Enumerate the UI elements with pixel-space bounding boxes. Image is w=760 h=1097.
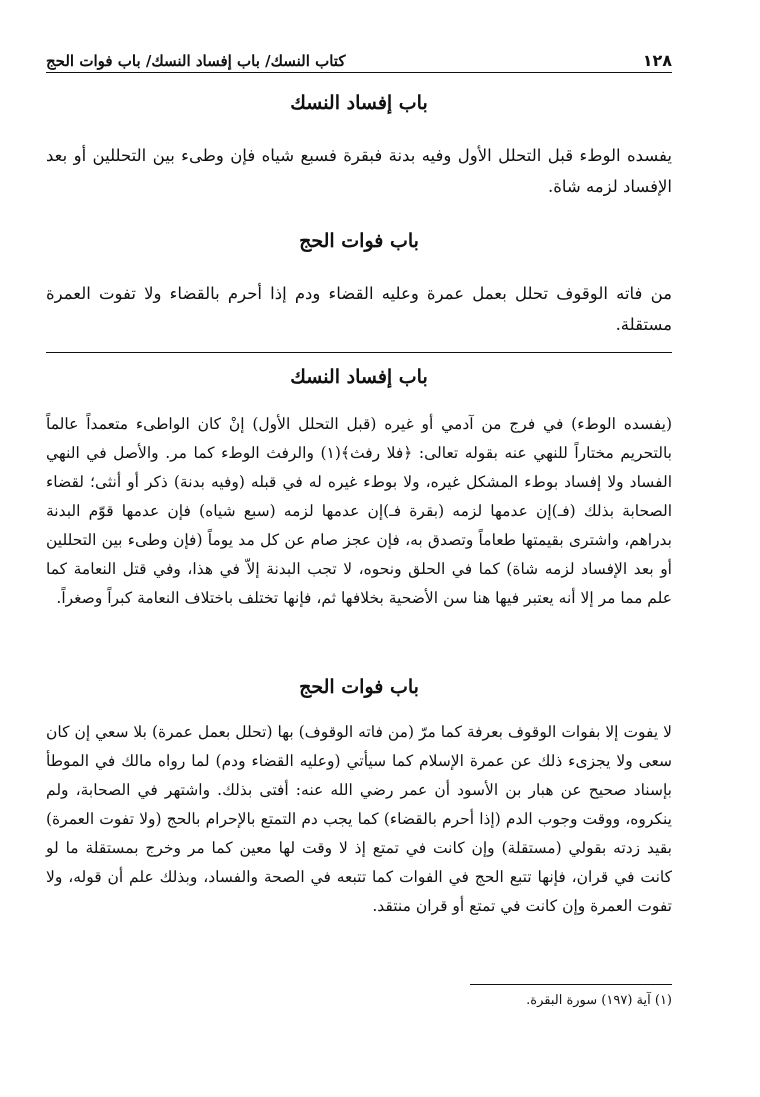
- page-header: [46, 38, 672, 70]
- footnote-rule: [470, 984, 672, 985]
- sharh-heading-fawat: باب فوات الحج: [299, 676, 419, 698]
- matn-text-ifsad: يفسده الوطء قبل التحلل الأول وفيه بدنة فبقرة فسبع شياه فإن وطىء بين التحللين أو بعد الإفساد لزمه شاة.: [46, 146, 672, 196]
- sharh-text-ifsad: (يفسده الوطء) في فرج من آدمي أو غيره (قبل التحلل الأول) إنْ كان الواطىء متعمداً عالماً بالتحريم مختاراً للنهي عنه بقوله تعالى: ﴿فلا رفث﴾(١) والرفث الوطء كما مر. والأصل في النهي الفساد ولا إفساد بوطء المشكل غيره، ولا بوطء غيره له في قبله (وفيه بدنة) ذكر أو أنثى؛ لقضاء الصحابة بذلك (فـ)إن عدمها لزمه (بقرة فـ)إن عدمها لزمه (سبع شياه) فإن عدمها قوّم البدنة بدراهم، واشترى بقيمتها طعاماً وتصدق به، فإن عجز صام عن كل مد يوماً (فإن وطىء بين التحللين أو بعد الإفساد لزمه شاة) كما في الحلق ونحوه، لا تجب البدنة إلاّ في هذا، وفي قتل النعامة كما علم مما مر إلا أنه يعتبر فيها هنا سن الأضحية بخلافها ثم، فإنها تختلف باختلاف النعامة كبراً وصغراً.: [46, 415, 672, 607]
- footnote: (١) آية (١٩٧) سورة البقرة.: [526, 993, 672, 1008]
- running-title: كتاب النسك/ باب إفساد النسك/ باب فوات الحج: [46, 52, 346, 70]
- matn-heading-ifsad: باب إفساد النسك: [290, 92, 428, 114]
- header-rule: [46, 72, 672, 73]
- sharh-text-fawat: لا يفوت إلا بفوات الوقوف بعرفة كما مرّ (من فاته الوقوف) بها (تحلل بعمل عمرة) بلا سعي إن كان سعى ولا يجزىء ذلك عن عمرة الإسلام كما سيأتي (وعليه القضاء ودم) لما رواه مالك في الموطأ بإسناد صحيح عن هبار بن الأسود أن عمر رضي الله عنه: أفتى بذلك. واشتهر في الصحابة، ولم ينكروه، ووقت وجوب الدم (إذا أحرم بالقضاء) كما يجب دم التمتع بالإحرام بالحج (ولا تفوت العمرة) بقيد زدته بقولي (مستقلة) وإن كانت في تمتع إذ لا وقت لها معين كما مر وخرج بمستقلة ما لو كانت في قران، فإنها تتبع الحج في الفوات كما تتبعه في الصحة والفساد، وبذلك علم أن قوله، ولا تفوت العمرة وإن كانت في تمتع أو قران منتقد.: [46, 723, 672, 915]
- matn-text-fawat: من فاته الوقوف تحلل بعمل عمرة وعليه القضاء ودم إذا أحرم بالقضاء ولا تفوت العمرة مستقلة.: [46, 284, 672, 334]
- sharh-heading-ifsad: باب إفساد النسك: [290, 366, 428, 388]
- matn-heading-fawat: باب فوات الحج: [299, 230, 419, 252]
- matn-sharh-separator: [46, 352, 672, 353]
- page-number: ١٢٨: [642, 51, 672, 70]
